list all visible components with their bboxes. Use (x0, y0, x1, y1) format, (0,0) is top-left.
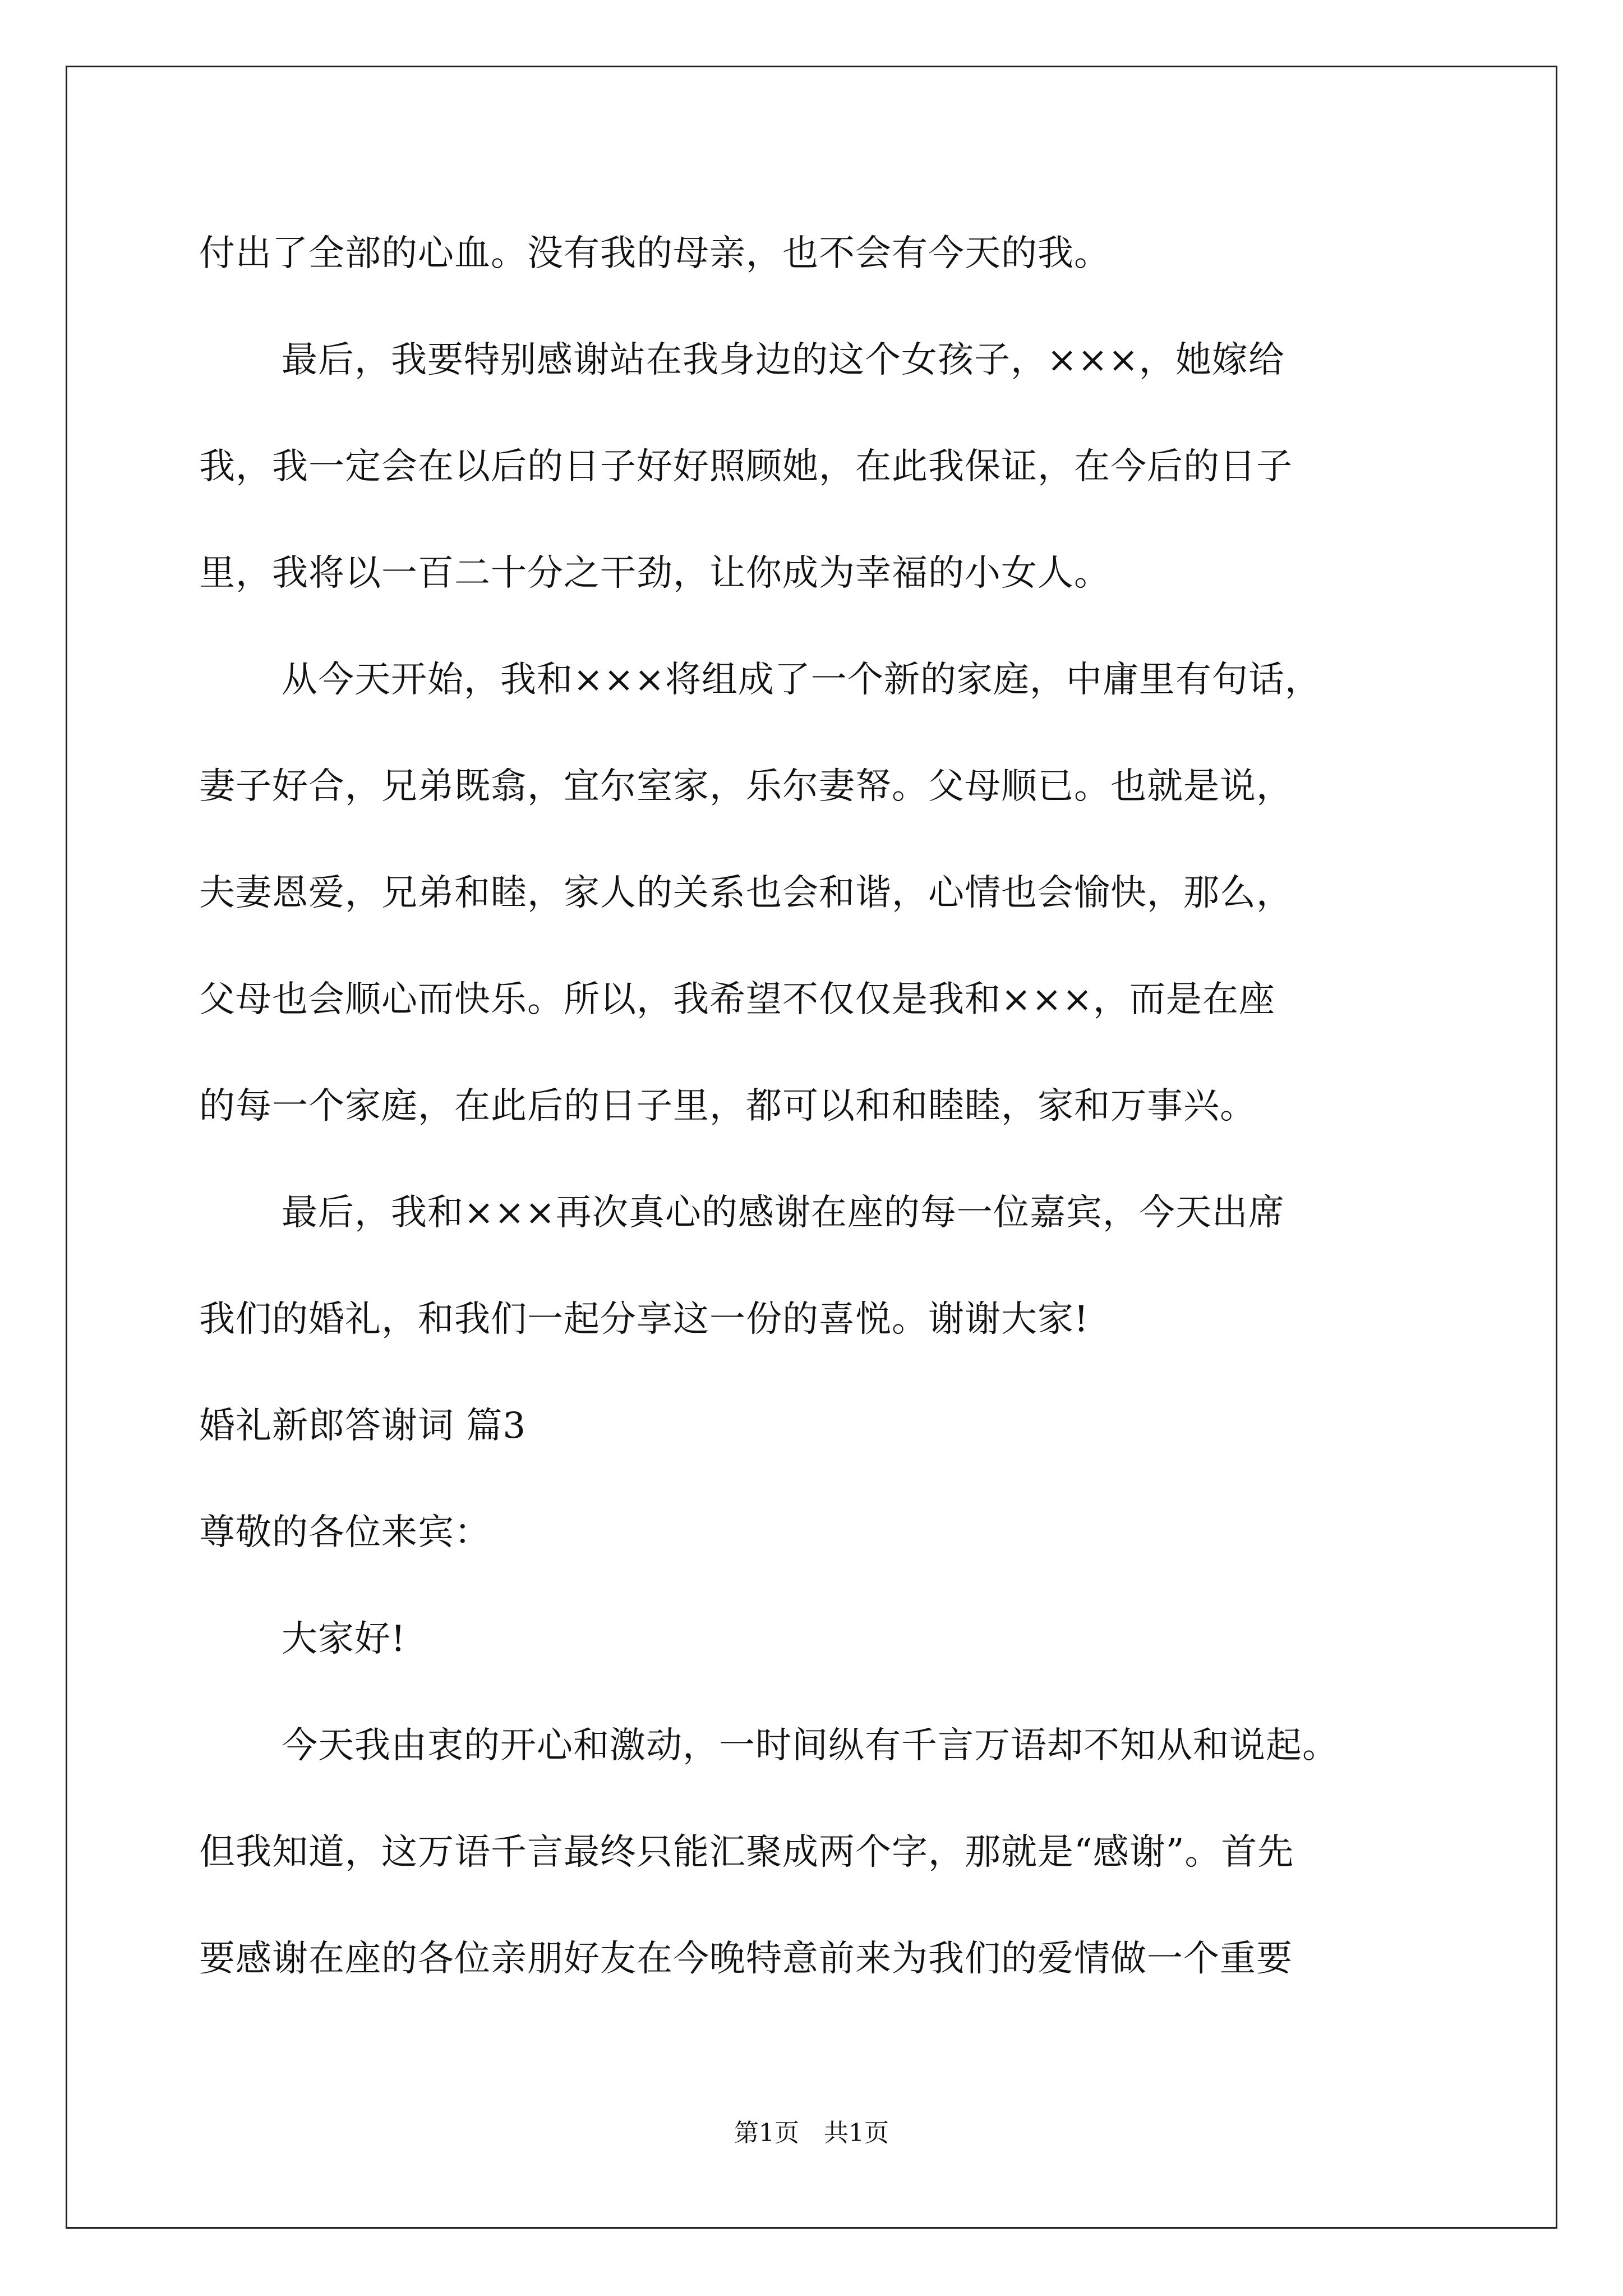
greeting: 大家好! (282, 1618, 406, 1660)
paragraph-line: 妻子好合，兄弟既翕，宜尔室家，乐尔妻帑。父母顺已。也就是说， (199, 766, 1293, 807)
paragraph-line: 里，我将以一百二十分之干劲，让你成为幸福的小女人。 (199, 553, 1110, 594)
paragraph-line: 最后，我和×××再次真心的感谢在座的每一位嘉宾，今天出席 (282, 1192, 1285, 1234)
page-number-footer: 第1页 共1页 (734, 2119, 889, 2147)
paragraph-line: 夫妻恩爱，兄弟和睦，家人的关系也会和谐，心情也会愉快，那么， (199, 872, 1293, 914)
paragraph-line: 父母也会顺心而快乐。所以，我希望不仅仅是我和×××，而是在座 (199, 979, 1275, 1020)
paragraph-line: 但我知道，这万语千言最终只能汇聚成两个字，那就是“感谢”。首先 (199, 1832, 1294, 1873)
paragraph-line: 我们的婚礼，和我们一起分享这一份的喜悦。谢谢大家! (199, 1299, 1089, 1340)
paragraph-line: 今天我由衷的开心和激动，一时间纵有千言万语却不知从和说起。 (282, 1725, 1339, 1766)
paragraph-line: 付出了全部的心血。没有我的母亲，也不会有今天的我。 (199, 233, 1110, 274)
page-border (66, 66, 1557, 2229)
paragraph-line: 最后，我要特别感谢站在我身边的这个女孩子，×××，她嫁给 (282, 339, 1285, 381)
paragraph-line: 的每一个家庭，在此后的日子里，都可以和和睦睦，家和万事兴。 (199, 1085, 1256, 1127)
salutation: 尊敬的各位来宾： (199, 1512, 491, 1553)
paragraph-line: 要感谢在座的各位亲朋好友在今晚特意前来为我们的爱情做一个重要 (199, 1938, 1293, 1980)
section-heading: 婚礼新郎答谢词 篇3 (199, 1405, 527, 1447)
paragraph-line: 从今天开始，我和×××将组成了一个新的家庭，中庸里有句话， (282, 659, 1321, 701)
paragraph-line: 我，我一定会在以后的日子好好照顾她，在此我保证，在今后的日子 (199, 446, 1293, 487)
